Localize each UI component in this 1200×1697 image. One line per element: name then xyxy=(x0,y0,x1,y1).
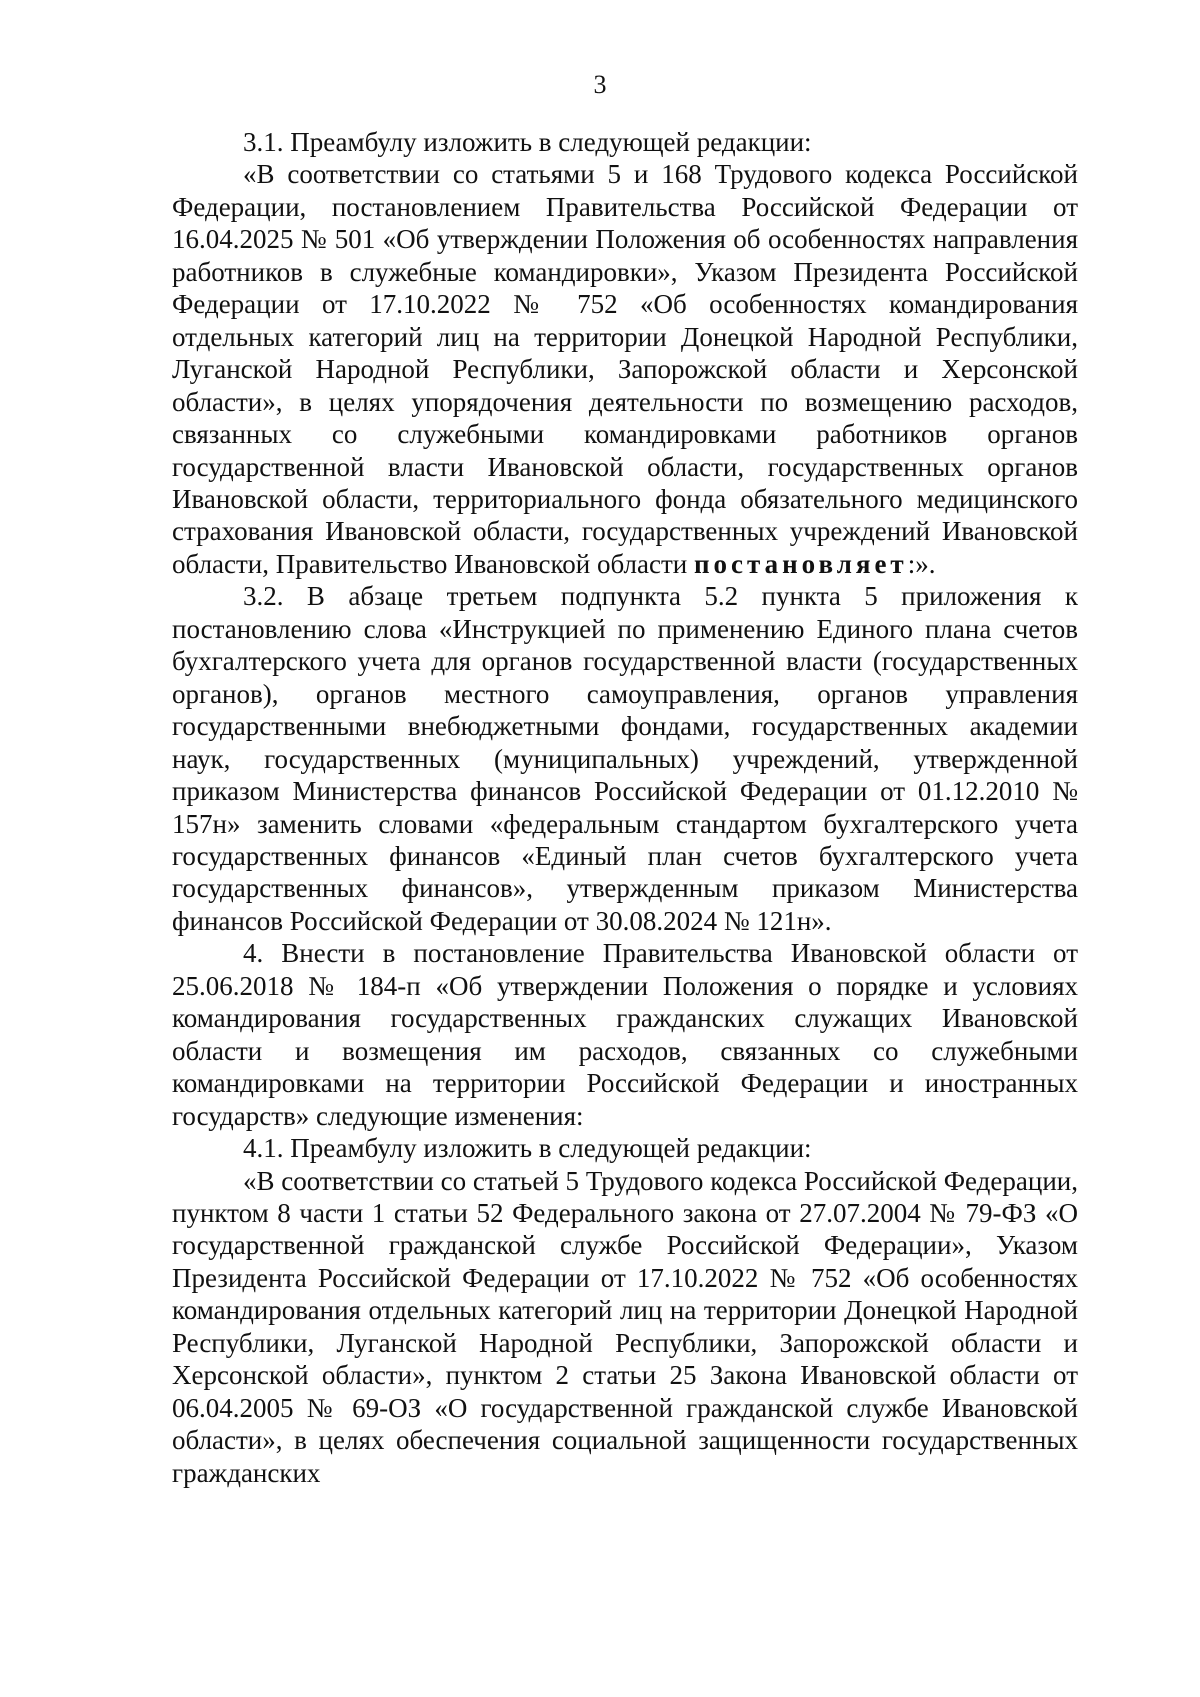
page-number: 3 xyxy=(593,70,607,99)
paragraph-preamble-2: «В соответствии со статьей 5 Трудового кодекса Российской Федерации, пунктом 8 части 1 статьи 52 Федерального закона от 27.07.2004 № 79-ФЗ «О государственной гражданской службе Российской Федерации», Указом Президента Российской Федерации от 17.10.2022 № 752 «Об особенностях командирования отдельных категорий лиц на территории Донецкой Народной Республики, Луганской Народной Республики, Запорожской области и Херсонской области», пунктом 2 статьи 25 Закона Ивановской области от 06.04.2005 № 69-ОЗ «О государственной гражданской службе Ивановской области», в целях обеспечения социальной защищенности государственных гражданских xyxy=(172,1165,1078,1488)
preamble-1-text: «В соответствии со статьями 5 и 168 Трудового кодекса Российской Федерации, постановлением Правительства Российской Федерации от 16.04.2025 № 501 «Об утверждении Положения об особенностях направления работников в служебные командировки», Указом Президента Российской Федерации от 17.10.2022 № 752 «Об особенностях командирования отдельных категорий лиц на территории Донецкой Народной Республики, Луганской Народной Республики, Запорожской области и Херсонской области», в целях упорядочения деятельности по возмещению расходов, связанных со служебными командировками работников органов государственной власти Ивановской области, государственных органов Ивановской области, территориального фонда обязательного медицинского страхования Ивановской области, государственных учреждений Ивановской области, Правительство Ивановской области xyxy=(172,159,1078,579)
preamble-1-tail: :». xyxy=(907,548,936,579)
paragraph-3-2: 3.2. В абзаце третьем подпункта 5.2 пункта 5 приложения к постановлению слова «Инструкцией по применению Единого плана счетов бухгалтерского учета для органов государственной власти (государственных органов), органов местного самоуправления, органов управления государственными внебюджетными фондами, государственных академии наук, государственных (муниципальных) учреждений, утвержденной приказом Министерства финансов Российской Федерации от 01.12.2010 № 157н» заменить словами «федеральным стандартом бухгалтерского учета государственных финансов «Единый план счетов бухгалтерского учета государственных финансов», утвержденным приказом Министерства финансов Российской Федерации от 30.08.2024 № 121н». xyxy=(172,581,1078,936)
paragraph-4: 4. Внести в постановление Правительства Ивановской области от 25.06.2018 № 184-п «Об утверждении Положения о порядке и условиях командирования государственных гражданских служащих Ивановской области и возмещения им расходов, связанных со служебными командировками на территории Российской Федерации и иностранных государств» следующие изменения: xyxy=(172,938,1078,1131)
paragraph-4-1: 4.1. Преамбулу изложить в следующей редакции: xyxy=(243,1133,812,1164)
paragraph-3-1: 3.1. Преамбулу изложить в следующей редакции: xyxy=(243,127,812,157)
document-body xyxy=(172,126,1078,1489)
paragraph-preamble-1 xyxy=(172,158,1078,580)
resolves-word: постановляет xyxy=(693,548,908,579)
